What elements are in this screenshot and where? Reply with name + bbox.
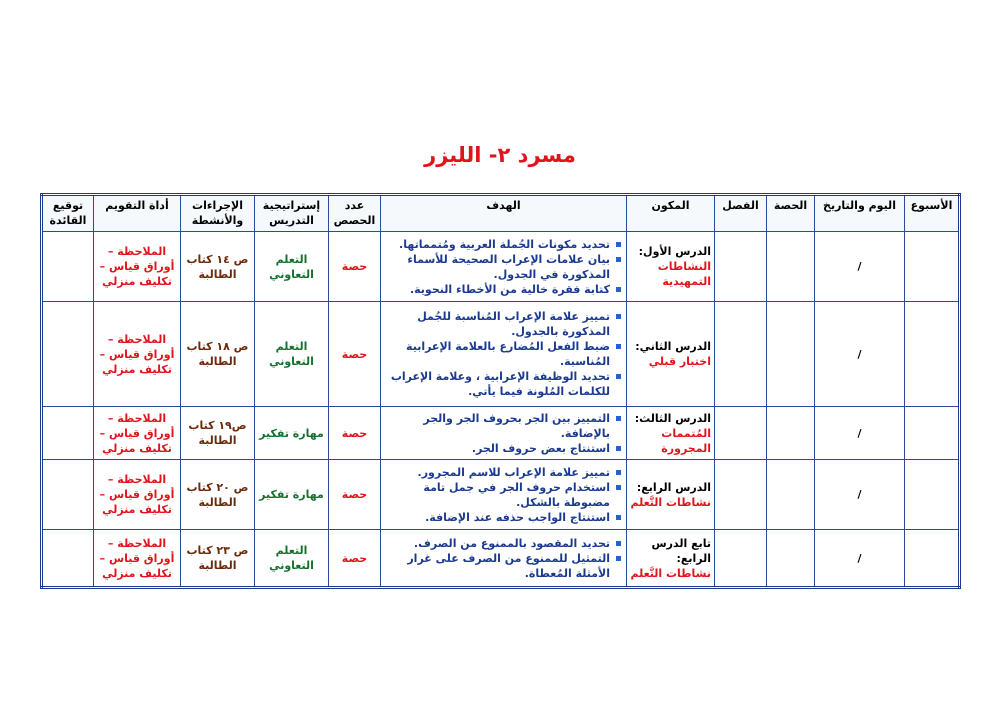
goal-item: تحديد مكونات الجُملة العربية ومُتمماتها. <box>384 237 621 252</box>
header-procedures: الإجراءات والأنشطة <box>181 195 255 232</box>
week-cell <box>905 302 960 407</box>
procedures-cell: ص١٩ كتاب الطالبة <box>181 407 255 460</box>
header-period: الحصة <box>767 195 815 232</box>
component-name: المُتممات المجرورة <box>661 426 711 455</box>
procedures-cell: ص ١٨ كتاب الطالبة <box>181 302 255 407</box>
class-cell <box>715 407 767 460</box>
header-strategy: إستراتيجية التدريس <box>255 195 329 232</box>
component-title: الدرس الثالث: <box>634 411 711 425</box>
leader-sign-cell <box>42 302 94 407</box>
strategy-cell: التعلم التعاوني <box>255 530 329 588</box>
num-periods-cell: حصة <box>329 407 381 460</box>
leader-sign-cell <box>42 530 94 588</box>
header-component: المكون <box>627 195 715 232</box>
procedures-cell: ص ٢٣ كتاب الطالبة <box>181 530 255 588</box>
header-leader-sign: توقيع القائدة <box>42 195 94 232</box>
goal-item: تحديد المقصود بالممنوع من الصرف. <box>384 536 621 551</box>
date-cell: / <box>815 530 905 588</box>
leader-sign-cell <box>42 232 94 302</box>
component-name: النشاطات التمهيدية <box>657 260 711 288</box>
goal-item: تحديد الوظيفة الإعرابية ، وعلامة الإعراب للكلمات المُلونة فيما يأتي. <box>384 369 621 399</box>
lesson-plan-table <box>40 193 961 589</box>
component-title: الدرس الثاني: <box>635 340 711 353</box>
period-cell <box>767 460 815 530</box>
component-name: نشاطات التَّعلم <box>630 566 711 580</box>
header-assessment: أداة التقويم <box>94 195 181 232</box>
period-cell <box>767 232 815 302</box>
strategy-cell: مهارة تفكير <box>255 460 329 530</box>
goal-item: تمييز علامة الإعراب المُناسبة للجُمل المذكورة بالجدول. <box>384 309 621 339</box>
procedures-cell: ص ٢٠ كتاب الطالبة <box>181 460 255 530</box>
period-cell <box>767 302 815 407</box>
assessment-cell: الملاحظة – أوراق قياس – تكليف منزلي <box>94 407 181 460</box>
class-cell <box>715 460 767 530</box>
leader-sign-cell <box>42 407 94 460</box>
component-cell <box>627 232 715 302</box>
goal-item: ضبط الفعل المُضارع بالعلامة الإعرابية المُناسبة. <box>384 339 621 369</box>
goal-item: استخدام حروف الجر في جمل تامة مضبوطة بالشكل. <box>384 480 621 510</box>
goal-cell <box>381 302 627 407</box>
strategy-cell: التعلم التعاوني <box>255 302 329 407</box>
num-periods-cell: حصة <box>329 232 381 302</box>
week-cell <box>905 460 960 530</box>
goal-cell <box>381 407 627 460</box>
class-cell <box>715 530 767 588</box>
date-cell: / <box>815 460 905 530</box>
header-row <box>42 195 960 232</box>
assessment-cell: الملاحظة – أوراق قياس – تكليف منزلي <box>94 232 181 302</box>
header-week: الأسبوع <box>905 195 960 232</box>
component-cell <box>627 302 715 407</box>
component-cell <box>627 530 715 588</box>
goal-cell <box>381 232 627 302</box>
class-cell <box>715 302 767 407</box>
procedures-cell: ص ١٤ كتاب الطالبة <box>181 232 255 302</box>
goal-item: بيان علامات الإعراب الصحيحة للأسماء المذكورة في الجدول. <box>384 252 621 282</box>
goal-item: كتابة فقرة خالية من الأخطاء النحوية. <box>384 282 621 297</box>
component-title: تابع الدرس الرابع: <box>651 536 711 565</box>
component-title: الدرس الأول: <box>638 245 711 258</box>
goal-item: التمثيل للممنوع من الصرف على غرار الأمثلة المُعطاة. <box>384 551 621 581</box>
assessment-cell: الملاحظة – أوراق قياس – تكليف منزلي <box>94 530 181 588</box>
num-periods-cell: حصة <box>329 302 381 407</box>
goal-cell <box>381 460 627 530</box>
header-num-periods: عدد الحصص <box>329 195 381 232</box>
table-row <box>42 302 960 407</box>
week-cell <box>905 407 960 460</box>
header-goal: الهدف <box>381 195 627 232</box>
period-cell <box>767 530 815 588</box>
date-cell: / <box>815 407 905 460</box>
page-title: مسرد ٢- الليزر <box>424 143 576 167</box>
header-day-date: اليوم والتاريخ <box>815 195 905 232</box>
leader-sign-cell <box>42 460 94 530</box>
goal-item: تمييز علامة الإعراب للاسم المجرور. <box>384 465 621 480</box>
assessment-cell: الملاحظة – أوراق قياس – تكليف منزلي <box>94 302 181 407</box>
date-cell: / <box>815 302 905 407</box>
assessment-cell: الملاحظة – أوراق قياس – تكليف منزلي <box>94 460 181 530</box>
table-row <box>42 232 960 302</box>
week-cell <box>905 232 960 302</box>
header-class: الفصل <box>715 195 767 232</box>
goal-item: استنتاج الواجب حذفه عند الإضافة. <box>384 510 621 525</box>
table-row <box>42 530 960 588</box>
component-cell <box>627 460 715 530</box>
component-name: نشاطات التَّعلم <box>630 495 711 509</box>
table-row <box>42 460 960 530</box>
date-cell: / <box>815 232 905 302</box>
strategy-cell: التعلم التعاوني <box>255 232 329 302</box>
period-cell <box>767 407 815 460</box>
goal-item: استنتاج بعض حروف الجر. <box>384 441 621 456</box>
component-title: الدرس الرابع: <box>636 480 711 494</box>
goal-cell <box>381 530 627 588</box>
class-cell <box>715 232 767 302</box>
goal-item: التمييز بين الجر بحروف الجر والجر بالإضافة. <box>384 411 621 441</box>
num-periods-cell: حصة <box>329 530 381 588</box>
component-cell <box>627 407 715 460</box>
component-name: اختبار قبلي <box>648 355 711 368</box>
num-periods-cell: حصة <box>329 460 381 530</box>
strategy-cell: مهارة تفكير <box>255 407 329 460</box>
week-cell <box>905 530 960 588</box>
table-row <box>42 407 960 460</box>
